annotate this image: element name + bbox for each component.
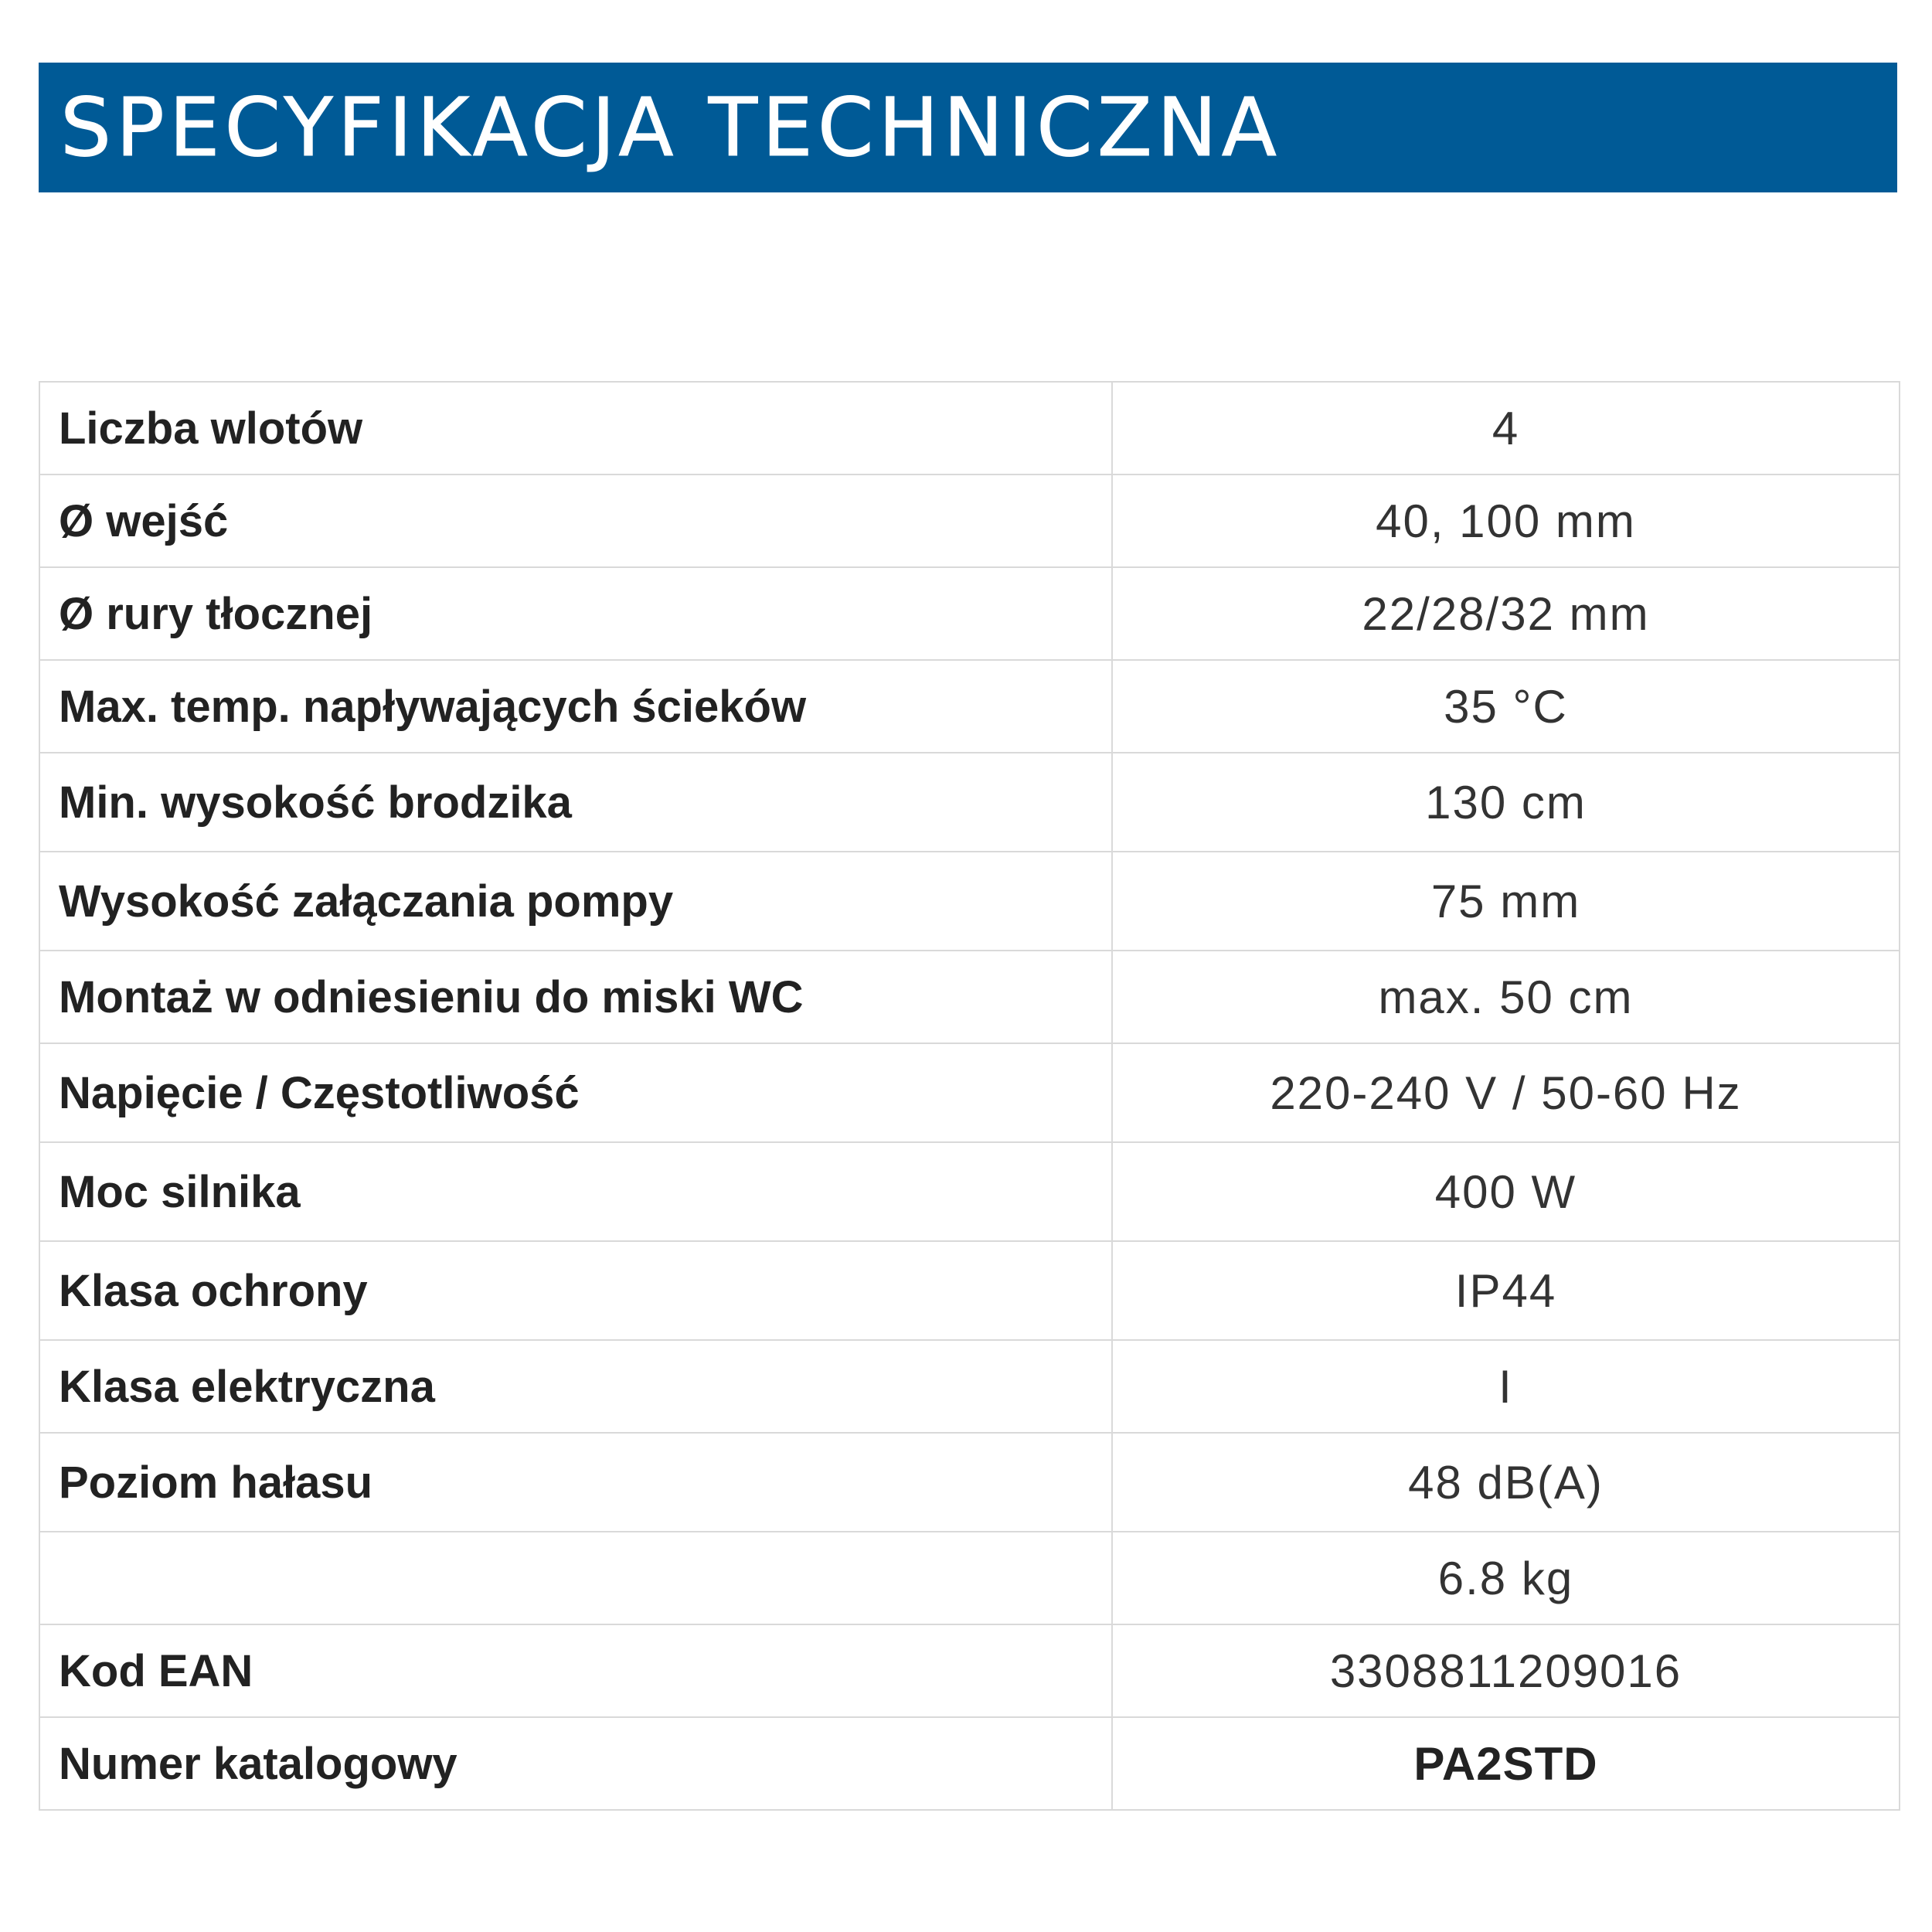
- spec-value: 6.8 kg: [1112, 1532, 1900, 1624]
- spec-table: [39, 381, 1900, 1811]
- table-row: [39, 852, 1900, 951]
- table-row: [39, 951, 1900, 1043]
- spec-label: Ø rury tłocznej: [39, 567, 1112, 660]
- table-row: [39, 660, 1900, 753]
- table-row: [39, 1241, 1900, 1340]
- spec-label: Klasa elektryczna: [39, 1340, 1112, 1433]
- spec-value: IP44: [1112, 1241, 1900, 1340]
- spec-label: Poziom hałasu: [39, 1433, 1112, 1532]
- spec-value: 40, 100 mm: [1112, 474, 1900, 567]
- table-row: [39, 567, 1900, 660]
- spec-label: Numer katalogowy: [39, 1717, 1112, 1810]
- spec-label: Ø wejść: [39, 474, 1112, 567]
- table-row: [39, 1717, 1900, 1810]
- spec-label: Max. temp. napływających ścieków: [39, 660, 1112, 753]
- table-row: [39, 1532, 1900, 1624]
- spec-value: 4: [1112, 382, 1900, 474]
- table-row: [39, 1340, 1900, 1433]
- spec-label: [39, 1532, 1112, 1624]
- table-row: [39, 1624, 1900, 1717]
- spec-label: Montaż w odniesieniu do miski WC: [39, 951, 1112, 1043]
- spec-value: 220-240 V / 50-60 Hz: [1112, 1043, 1900, 1142]
- spec-value: max. 50 cm: [1112, 951, 1900, 1043]
- spec-value: 35 °C: [1112, 660, 1900, 753]
- spec-label: Moc silnika: [39, 1142, 1112, 1241]
- spec-value: PA2STD: [1112, 1717, 1900, 1810]
- spec-value: 3308811209016: [1112, 1624, 1900, 1717]
- spec-value: 75 mm: [1112, 852, 1900, 951]
- spec-label: Liczba wlotów: [39, 382, 1112, 474]
- table-row: [39, 1142, 1900, 1241]
- spec-value: 400 W: [1112, 1142, 1900, 1241]
- spec-label: Kod EAN: [39, 1624, 1112, 1717]
- page-title: SPECYFIKACJA TECHNICZNA: [60, 80, 1281, 175]
- spec-value: 130 cm: [1112, 753, 1900, 852]
- spec-value: I: [1112, 1340, 1900, 1433]
- table-row: [39, 753, 1900, 852]
- spec-label: Klasa ochrony: [39, 1241, 1112, 1340]
- spec-label: Napięcie / Częstotliwość: [39, 1043, 1112, 1142]
- spec-label: Min. wysokość brodzika: [39, 753, 1112, 852]
- table-row: [39, 474, 1900, 567]
- table-row: [39, 1043, 1900, 1142]
- table-row: [39, 382, 1900, 474]
- spec-value: 22/28/32 mm: [1112, 567, 1900, 660]
- table-row: [39, 1433, 1900, 1532]
- spec-value: 48 dB(A): [1112, 1433, 1900, 1532]
- title-banner: [39, 63, 1897, 192]
- spec-label: Wysokość załączania pompy: [39, 852, 1112, 951]
